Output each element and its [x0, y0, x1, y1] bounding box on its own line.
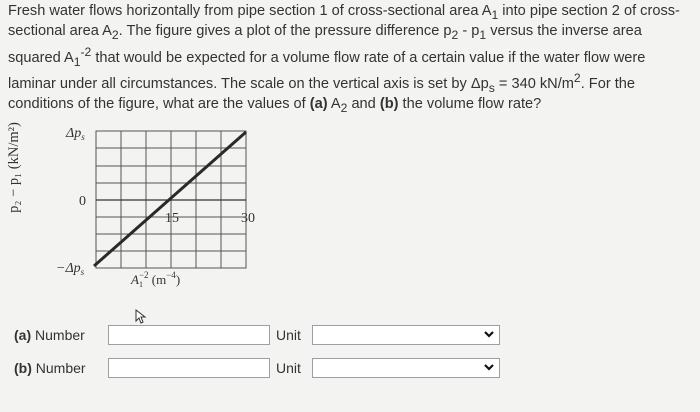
y-bottom-label: $-\Delta p_s$ [56, 261, 85, 277]
x-axis-label: $A^{-2}$ $(m^{-4})$ [131, 270, 181, 287]
answer-row-b [14, 356, 500, 380]
y-axis-label: p₂ − p₁ (kN/m²) [6, 122, 22, 213]
y-zero-label: 0 [79, 194, 86, 209]
answer-row-a [14, 323, 500, 347]
x-axis-sub: 1 [139, 280, 143, 289]
question-text: Fresh water flows horizontally from pipe section 1 of cross-sectional area $A_1$ into pipe section 2 of cross-sectional area $A_2$. The figure gives a plot of the pressure difference $p_2 - p_1$ versus the inverse area squared $A_1^{-2}$ that would be expected for a volume flow rate of a certain value if the water flow were laminar under all circumstances. The scale on the vertical axis is set by $\Delta p_s = 340$ $kN/m^2$. For the conditions of the figure, what are the values of (a) $A_2$ and (b) the volume flow rate? [8, 3, 680, 115]
chevron-down-icon [483, 328, 495, 340]
answer-b-number-input[interactable] [108, 358, 270, 378]
x-tick-15: 15 [165, 211, 179, 226]
answer-a-unit-label: Unit [276, 327, 301, 343]
answer-a-number-input[interactable] [108, 325, 270, 345]
answer-b-unit-select[interactable] [312, 358, 500, 378]
chevron-down-icon [483, 361, 495, 373]
x-tick-30: 30 [241, 211, 255, 226]
answer-a-unit-select[interactable] [312, 325, 500, 345]
y-top-label: $\Delta p_s$ [66, 126, 85, 142]
answer-b-unit-label: Unit [276, 360, 301, 376]
answer-a-label: (a) Number [14, 327, 85, 343]
data-line [94, 132, 246, 266]
answer-b-label: (b) Number [14, 360, 86, 376]
